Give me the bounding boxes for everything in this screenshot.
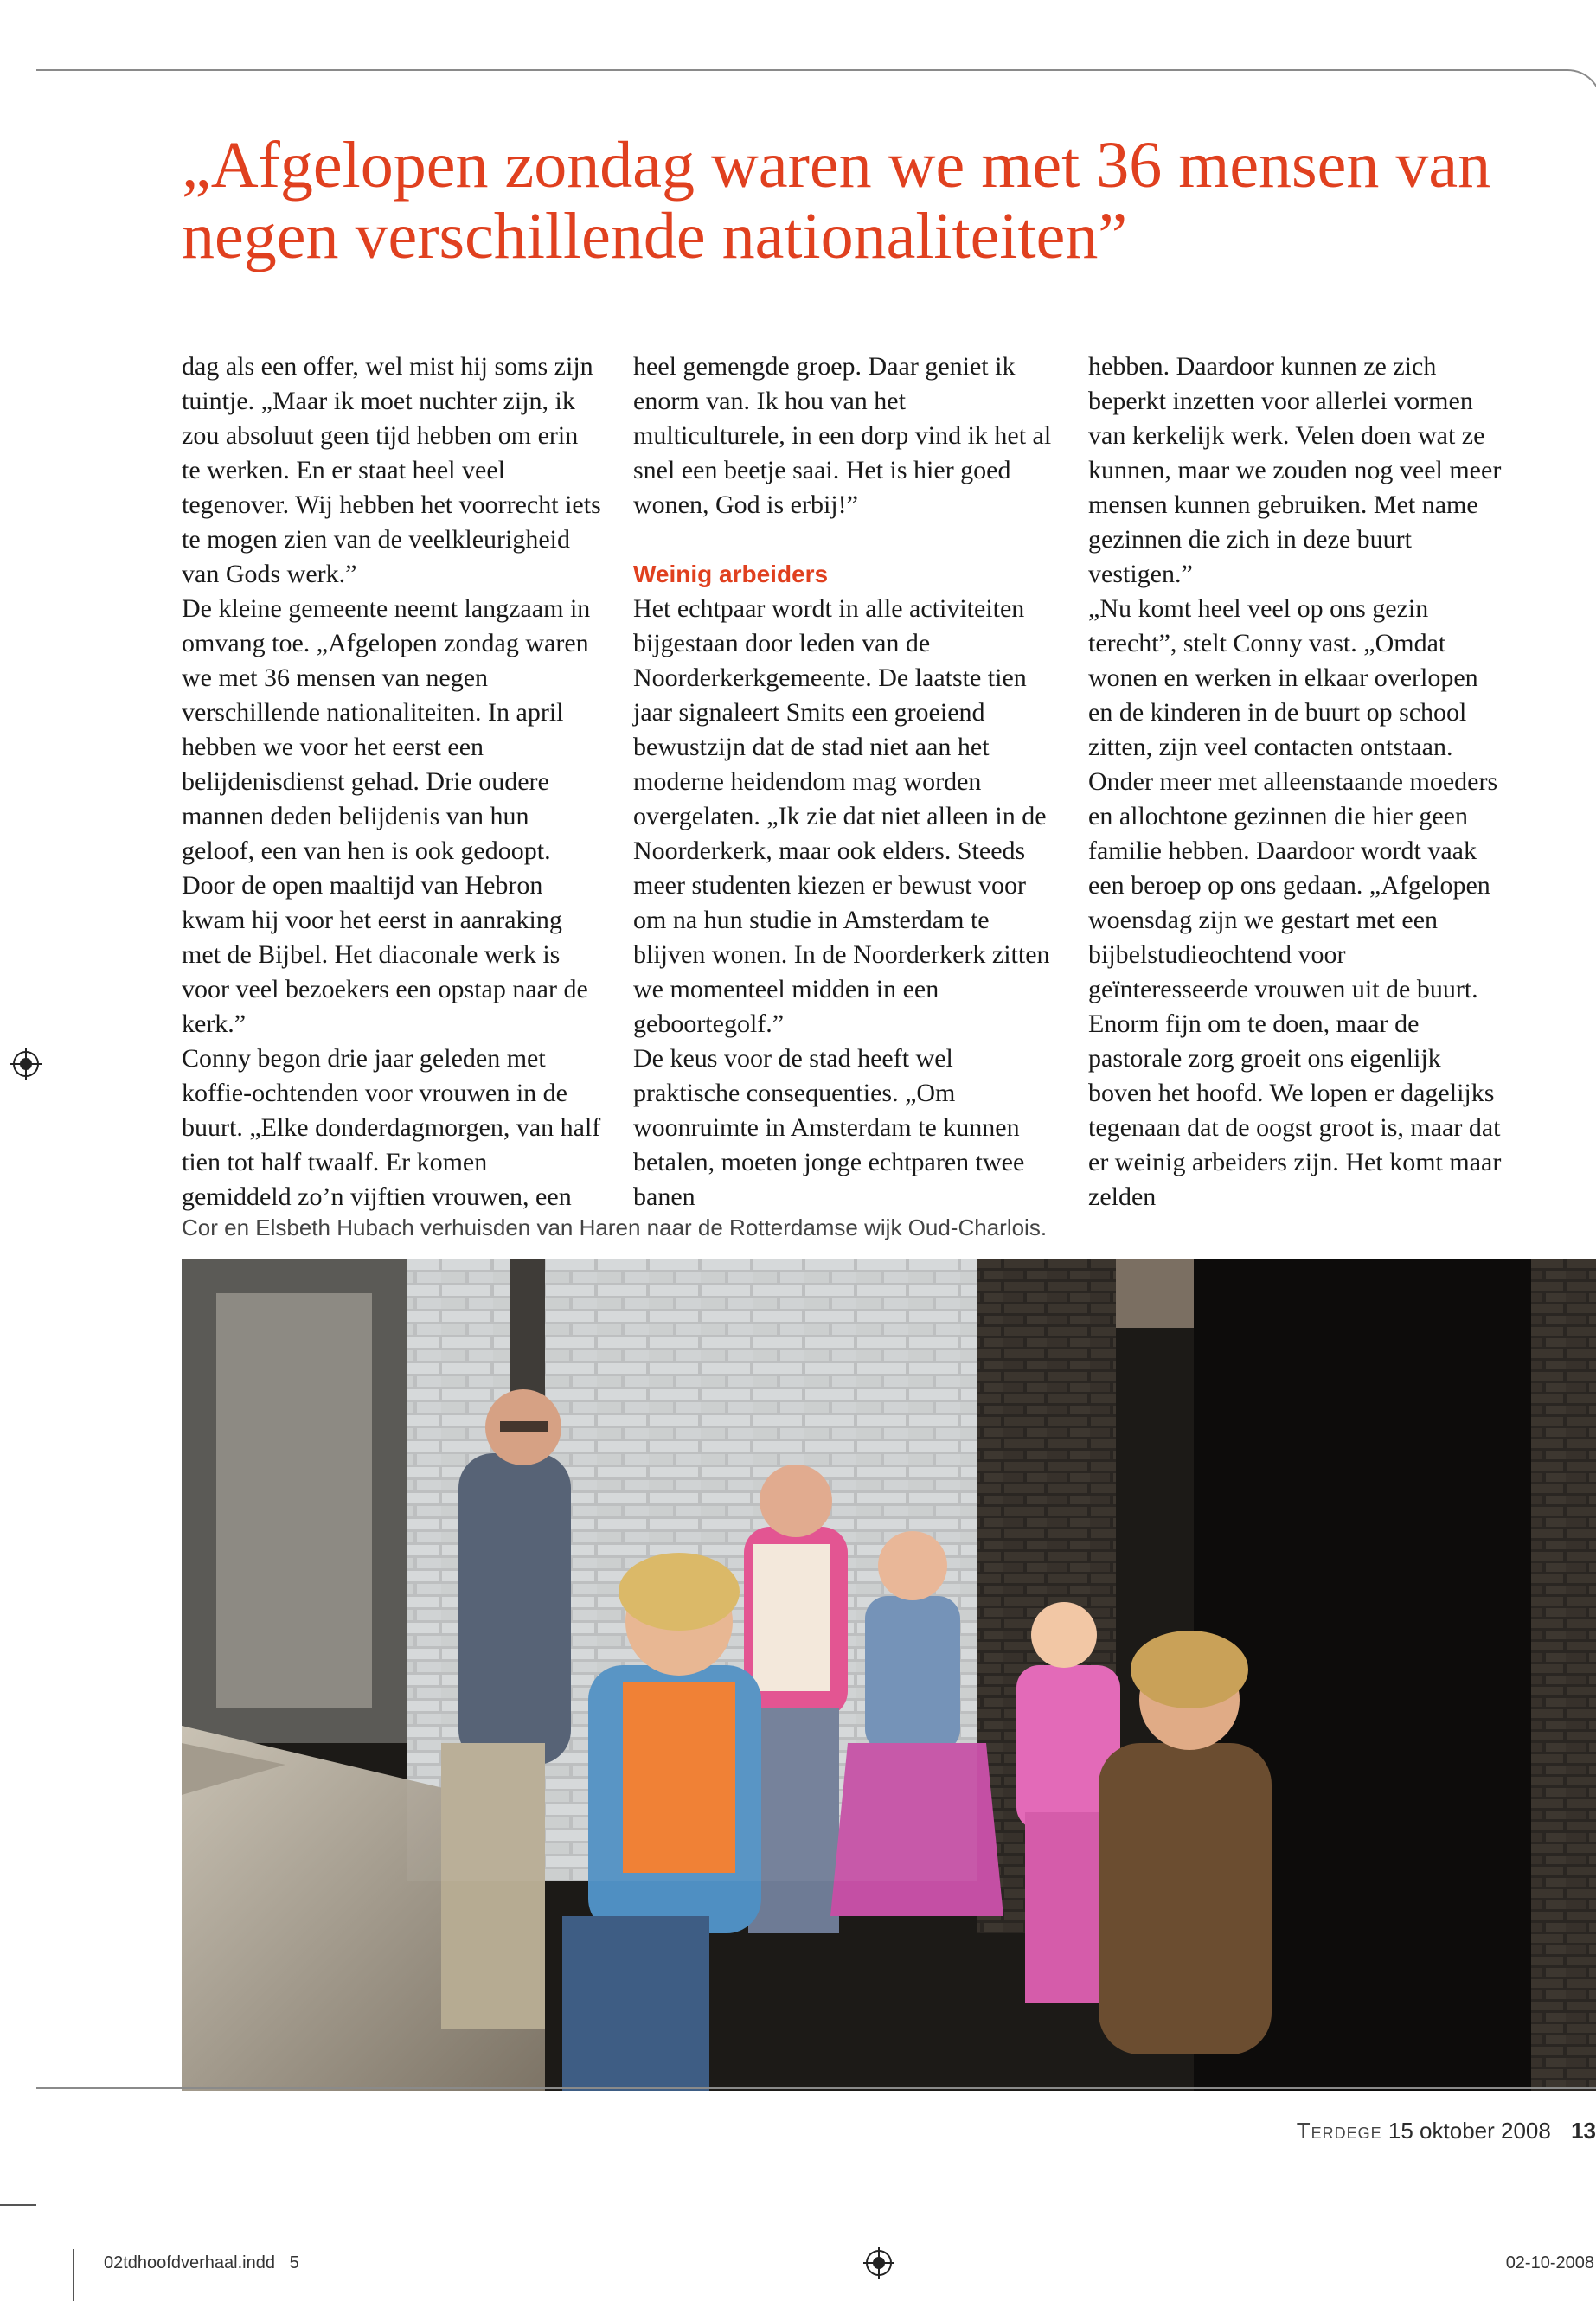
page-number: 13 <box>1571 2118 1596 2144</box>
issue-date: 15 oktober 2008 <box>1388 2118 1551 2144</box>
paragraph: Het echtpaar wordt in alle activiteiten bijgestaan door leden van de Noorderkerkgemeente. De laatste tien jaar signaleert Smits een groeiend bewustzijn dat de stad niet aan het moderne heidendom mag worden overgelaten. „Ik zie dat niet alleen in de Noorderkerk, maar ook elders. Steeds meer studenten kiezen er bewust voor om na hun studie in Amsterdam te blijven wonen. In de Noorderkerk zitten we momenteel midden in een geboortegolf.” <box>633 594 1050 1038</box>
slug-filename: 02tdhoofdverhaal.indd 5 <box>104 2253 299 2272</box>
slug-date: 02-10-2008 <box>1505 2253 1594 2272</box>
text-column-1 <box>182 349 601 1215</box>
text-column-3 <box>1088 349 1508 1215</box>
paragraph: dag als een offer, wel mist hij soms zijn tuintje. „Maar ik moet nuchter zijn, ik zou absoluut geen tijd hebben om erin te werken. En er staat heel veel tegenover. Wij hebben het voorrecht iets te mogen zien van de veelkleurigheid van Gods werk.” <box>182 352 601 588</box>
headline: „Afgelopen zondag waren we met 36 mensen van negen verschillende nationaliteiten” <box>182 129 1491 272</box>
photo-caption: Cor en Elsbeth Hubach verhuisden van Haren naar de Rotterdamse wijk Oud-Charlois. <box>182 1215 1048 1240</box>
crop-mark <box>73 2249 74 2301</box>
text-column-2 <box>633 349 1053 1215</box>
top-border-rule <box>36 69 1596 104</box>
paragraph: Conny begon drie jaar geleden met koffie-ochtenden voor vrouwen in de buurt. „Elke donderdagmorgen, van half tien tot half twaalf. Er komen gemiddeld zo’n vijftien vrouwen, een <box>182 1044 601 1211</box>
paragraph: De kleine gemeente neemt langzaam in omvang toe. „Afgelopen zondag waren we met 36 mensen van negen verschillende nationaliteiten. In april hebben we voor het eerst een belijdenisdienst gehad. Drie oudere mannen deden belijdenis van hun geloof, een van hen is ook gedoopt. Door de open maaltijd van Hebron kwam hij voor het eerst in aanraking met de Bijbel. Het diaconale werk is voor veel bezoekers een opstap naar de kerk.” <box>182 594 591 1038</box>
family-photo-illustration <box>182 1259 1596 2091</box>
page-footer <box>1297 2118 1596 2144</box>
family-photo <box>182 1259 1596 2091</box>
registration-mark-icon <box>10 1048 42 1080</box>
paragraph: heel gemengde groep. Daar geniet ik enorm van. Ik hou van het multiculturele, in een dorp vind ik het al snel een beetje saai. Het is hier goed wonen, God is erbij!” <box>633 352 1052 519</box>
paragraph: hebben. Daardoor kunnen ze zich beperkt inzetten voor allerlei vormen van kerkelijk werk. Velen doen wat ze kunnen, maar we zouden nog veel meer mensen kunnen gebruiken. Met name gezinnen die zich in deze buurt vestigen.” <box>1088 352 1502 588</box>
magazine-name: Terdege <box>1296 2118 1382 2144</box>
paragraph: „Nu komt heel veel op ons gezin terecht”, stelt Conny vast. „Omdat wonen en werken in elkaar overlopen en de kinderen in de buurt op school zitten, zijn veel contacten ontstaan. Onder meer met alleenstaande moeders en allochtone gezinnen die hier geen familie hebben. Daardoor wordt vaak een beroep op ons gedaan. „Afgelopen woensdag zijn we gestart met een bijbelstudieochtend voor geïnteresseerde vrouwen uit de buurt. Enorm fijn om te doen, maar de pastorale zorg groeit ons eigenlijk boven het hoofd. We lopen er dagelijks tegenaan dat de oogst groot is, maar dat er weinig arbeiders zijn. Het komt maar zelden <box>1088 594 1502 1211</box>
registration-mark-icon <box>863 2247 894 2279</box>
paragraph: De keus voor de stad heeft wel praktische consequenties. „Om woonruimte in Amsterdam te kunnen betalen, moeten jonge echtparen twee banen <box>633 1044 1025 1211</box>
section-subhead: Weinig arbeiders <box>633 561 829 587</box>
crop-mark <box>0 2204 36 2206</box>
bottom-border-rule <box>36 2087 1596 2089</box>
